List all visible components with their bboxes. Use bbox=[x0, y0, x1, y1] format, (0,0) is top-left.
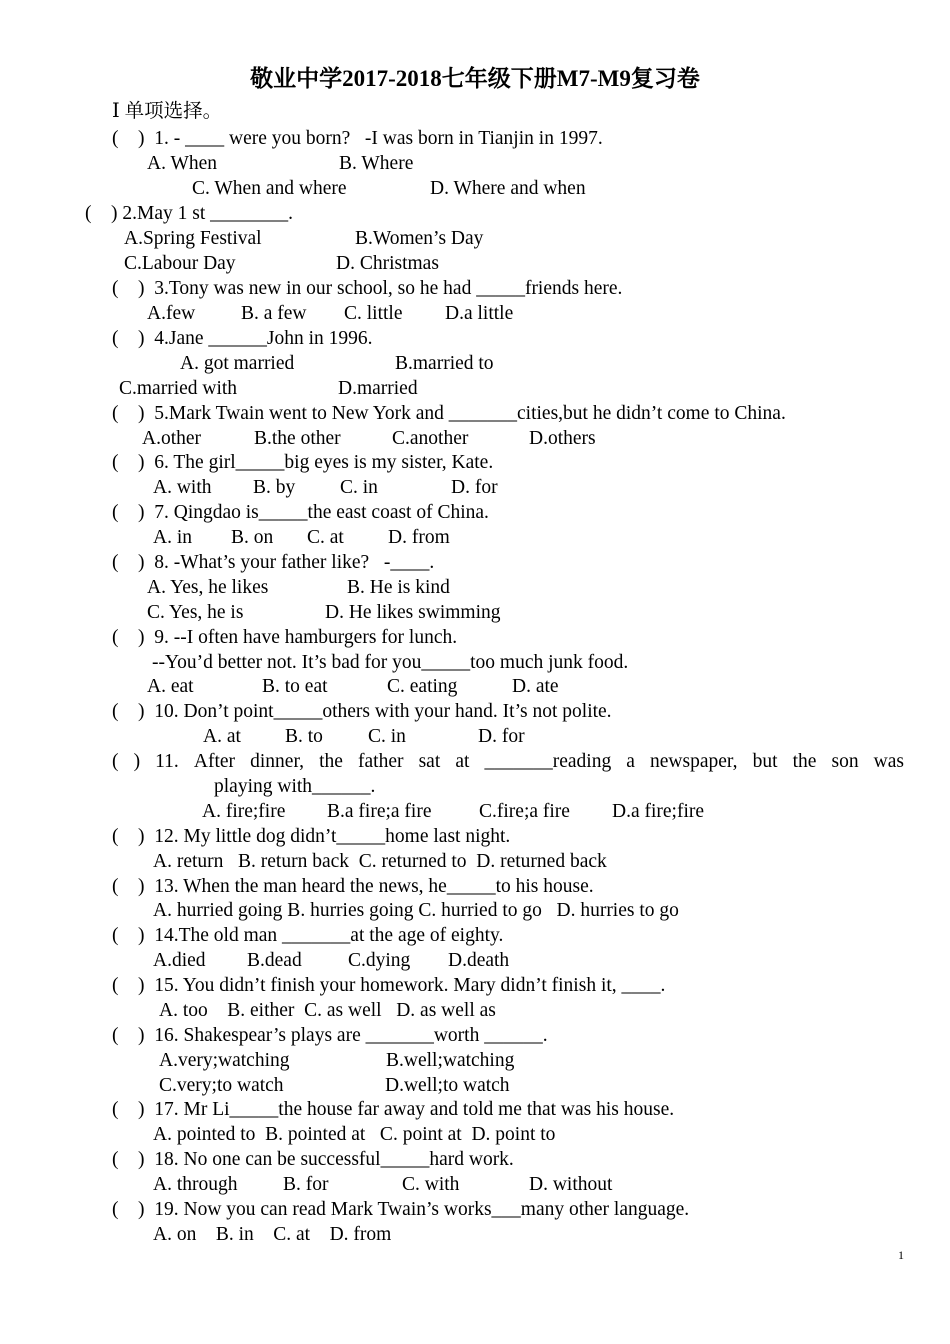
option-a: A. through bbox=[153, 1174, 238, 1195]
q11-word: father bbox=[358, 751, 404, 772]
option-d: D. Christmas bbox=[336, 253, 439, 274]
option-c: C. with bbox=[402, 1174, 460, 1195]
option-d: D.well;to watch bbox=[385, 1075, 510, 1096]
question-9-line2: --You’d better not. It’s bad for you_____too much junk food. bbox=[152, 652, 629, 673]
q11-word: After bbox=[193, 751, 236, 772]
option-d: D. ate bbox=[512, 676, 559, 697]
option-b: B.well;watching bbox=[386, 1050, 515, 1071]
option-c: C.dying bbox=[348, 950, 411, 971]
q11-word: 11. bbox=[155, 751, 179, 772]
options-12: A. return B. return back C. returned to D. returned back bbox=[153, 851, 607, 872]
question-10: ( ) 10. Don’t point_____others with your hand. It’s not polite. bbox=[112, 701, 612, 722]
option-d: D. from bbox=[388, 527, 450, 548]
option-b: B. by bbox=[253, 477, 296, 498]
option-b: B. for bbox=[283, 1174, 329, 1195]
question-13: ( ) 13. When the man heard the news, he_____to his house. bbox=[112, 876, 594, 897]
section-heading: Ⅰ 单项选择。 bbox=[112, 101, 223, 122]
option-c: C. in bbox=[368, 726, 406, 747]
option-c: C.Labour Day bbox=[124, 253, 236, 274]
q11-word: son bbox=[831, 751, 859, 772]
option-a: A. with bbox=[153, 477, 212, 498]
option-c: C. Yes, he is bbox=[147, 602, 244, 623]
question-17: ( ) 17. Mr Li_____the house far away and told me that was his house. bbox=[112, 1099, 675, 1120]
q11-word: newspaper, bbox=[650, 751, 738, 772]
page-title: 敬业中学2017-2018七年级下册M7-M9复习卷 bbox=[250, 66, 700, 91]
option-a: A. at bbox=[203, 726, 241, 747]
option-a: A. When bbox=[147, 153, 218, 174]
option-b: B.Women’s Day bbox=[355, 228, 484, 249]
question-6: ( ) 6. The girl_____big eyes is my sister, Kate. bbox=[112, 452, 494, 473]
options-17: A. pointed to B. pointed at C. point at D. point to bbox=[153, 1124, 556, 1145]
option-a: A.Spring Festival bbox=[124, 228, 262, 249]
option-b: B. He is kind bbox=[347, 577, 450, 598]
page-number: 1 bbox=[898, 1248, 904, 1262]
question-15: ( ) 15. You didn’t finish your homework. Mary didn’t finish it, ____. bbox=[112, 975, 666, 996]
option-c: C. eating bbox=[387, 676, 458, 697]
option-c: C. at bbox=[307, 527, 344, 548]
option-c: C.very;to watch bbox=[159, 1075, 284, 1096]
question-19: ( ) 19. Now you can read Mark Twain’s works___many other language. bbox=[112, 1199, 690, 1220]
option-c: C.fire;a fire bbox=[479, 801, 570, 822]
option-a: A.very;watching bbox=[159, 1050, 290, 1071]
q11-word: the bbox=[319, 751, 343, 772]
option-b: B. to bbox=[285, 726, 323, 747]
option-d: D.death bbox=[448, 950, 510, 971]
option-d: D.others bbox=[529, 428, 596, 449]
question-5: ( ) 5.Mark Twain went to New York and _______cities,but he didn’t come to China. bbox=[112, 403, 786, 424]
option-b: B.dead bbox=[247, 950, 302, 971]
options-13: A. hurried going B. hurries going C. hurried to go D. hurries to go bbox=[153, 900, 679, 921]
option-b: B.the other bbox=[254, 428, 341, 449]
question-16: ( ) 16. Shakespear’s plays are _______worth ______. bbox=[112, 1025, 548, 1046]
options-15: A. too B. either C. as well D. as well as bbox=[159, 1000, 496, 1021]
option-b: B. to eat bbox=[262, 676, 328, 697]
question-12: ( ) 12. My little dog didn’t_____home last night. bbox=[112, 826, 511, 847]
question-2: ( ) 2.May 1 st ________. bbox=[85, 203, 293, 224]
q11-word: the bbox=[792, 751, 817, 772]
question-8: ( ) 8. -What’s your father like? -____. bbox=[112, 552, 435, 573]
q11-word: ) bbox=[133, 751, 141, 772]
option-a: A.few bbox=[147, 303, 196, 324]
option-b: B. Where bbox=[339, 153, 414, 174]
option-d: D.a little bbox=[445, 303, 514, 324]
option-a: A.died bbox=[153, 950, 206, 971]
q11-word: but bbox=[752, 751, 778, 772]
option-a: A.other bbox=[142, 428, 202, 449]
option-c: C.another bbox=[392, 428, 469, 449]
option-a: A. fire;fire bbox=[202, 801, 286, 822]
option-d: D. for bbox=[478, 726, 525, 747]
option-d: D. without bbox=[529, 1174, 613, 1195]
q11-word: at bbox=[455, 751, 470, 772]
option-c: C. When and where bbox=[192, 178, 347, 199]
question-9: ( ) 9. --I often have hamburgers for lunch. bbox=[112, 627, 458, 648]
option-c: C. little bbox=[344, 303, 403, 324]
q11-word: sat bbox=[418, 751, 441, 772]
option-d: D.married bbox=[338, 378, 418, 399]
q11-word: was bbox=[873, 751, 904, 772]
question-11 bbox=[112, 750, 904, 774]
option-b: B. on bbox=[231, 527, 274, 548]
option-b: B.a fire;a fire bbox=[327, 801, 432, 822]
option-d: D. He likes swimming bbox=[325, 602, 501, 623]
question-7: ( ) 7. Qingdao is_____the east coast of China. bbox=[112, 502, 489, 523]
option-c: C.married with bbox=[119, 378, 238, 399]
options-19: A. on B. in C. at D. from bbox=[153, 1224, 392, 1245]
q11-word: _______reading bbox=[484, 751, 612, 772]
question-4: ( ) 4.Jane ______John in 1996. bbox=[112, 328, 373, 349]
question-14: ( ) 14.The old man _______at the age of eighty. bbox=[112, 925, 504, 946]
question-1: ( ) 1. - ____ were you born? -I was born in Tianjin in 1997. bbox=[112, 128, 603, 149]
option-b: B.married to bbox=[395, 353, 494, 374]
option-b: B. a few bbox=[241, 303, 307, 324]
question-11-line2: playing with______. bbox=[214, 776, 376, 797]
q11-word: ( bbox=[112, 751, 119, 772]
option-d: D. Where and when bbox=[430, 178, 586, 199]
question-18: ( ) 18. No one can be successful_____hard work. bbox=[112, 1149, 514, 1170]
option-a: A. Yes, he likes bbox=[147, 577, 269, 598]
option-d: D.a fire;fire bbox=[612, 801, 705, 822]
option-c: C. in bbox=[340, 477, 378, 498]
option-a: A. eat bbox=[147, 676, 194, 697]
question-3: ( ) 3.Tony was new in our school, so he had _____friends here. bbox=[112, 278, 623, 299]
option-a: A. in bbox=[153, 527, 192, 548]
option-a: A. got married bbox=[180, 353, 295, 374]
q11-word: dinner, bbox=[250, 751, 305, 772]
option-d: D. for bbox=[451, 477, 498, 498]
q11-word: a bbox=[626, 751, 635, 772]
